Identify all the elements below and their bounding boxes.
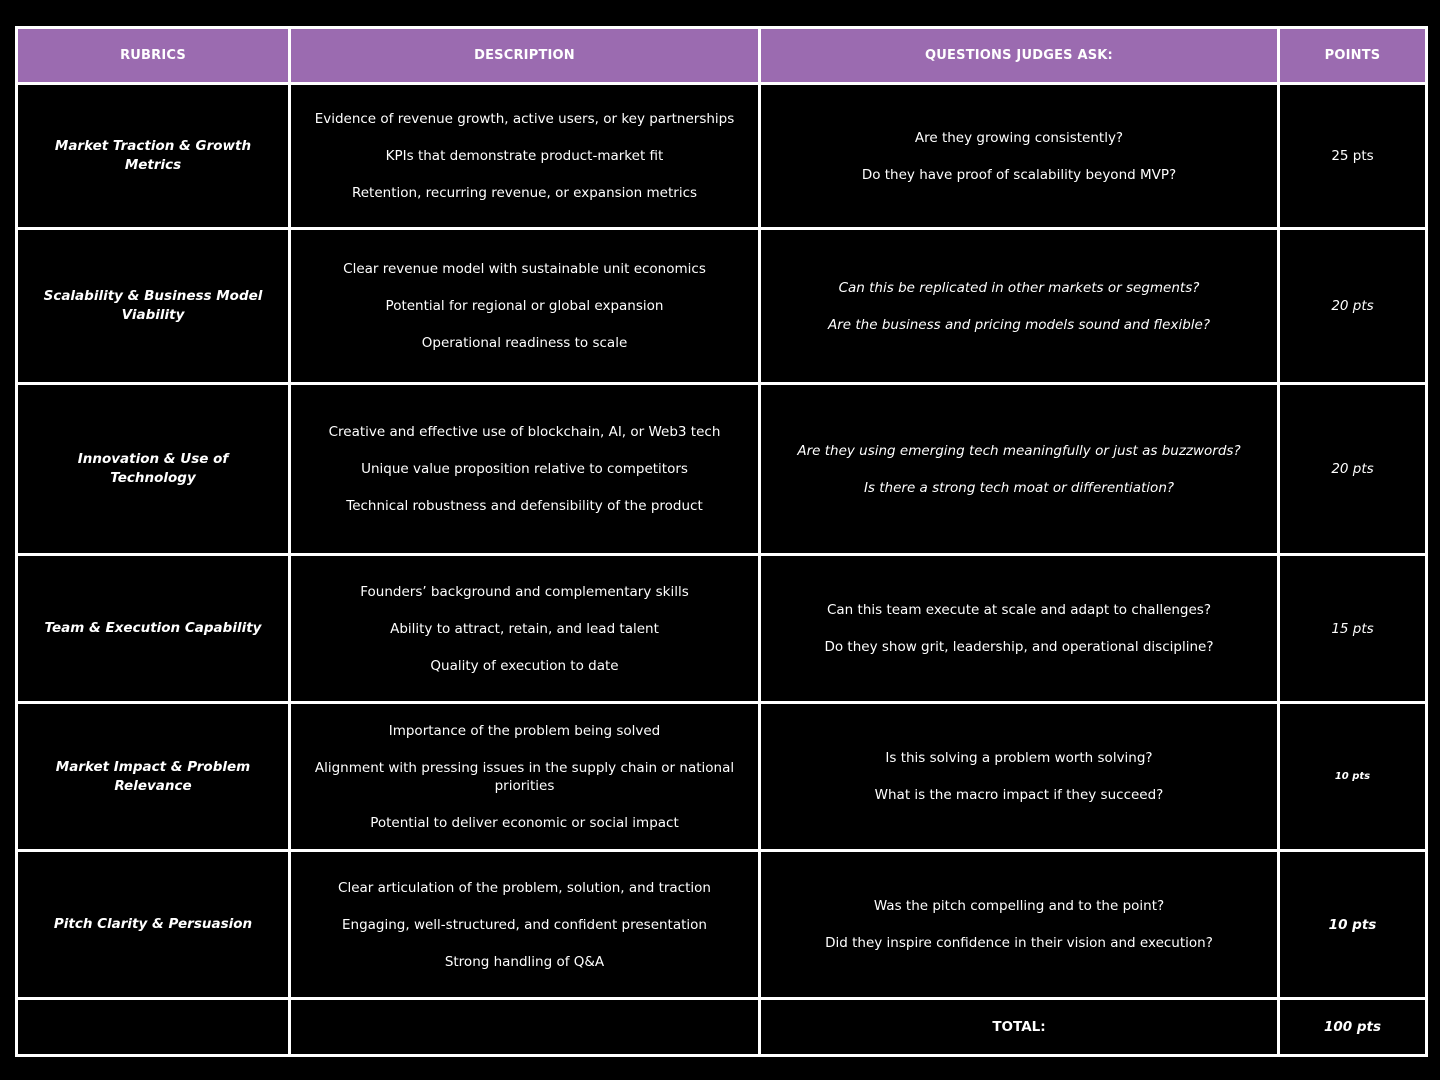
rubric-table-container (15, 26, 1425, 1054)
description-item: Clear revenue model with sustainable unit economics (343, 261, 706, 277)
question-item: Can this be replicated in other markets or segments? (838, 279, 1200, 296)
table-row (17, 84, 1427, 229)
rubric-name: Scalability & Business Model Viability (17, 229, 290, 384)
rubric-name: Market Traction & Growth Metrics (17, 84, 290, 229)
description-item: Engaging, well-structured, and confident presentation (342, 916, 707, 933)
question-item: Did they inspire confidence in their vision and execution? (825, 935, 1213, 951)
questions-cell (760, 703, 1279, 851)
questions-cell (760, 384, 1279, 555)
total-empty-cell (17, 999, 290, 1056)
points-cell: 20 pts (1279, 384, 1427, 555)
description-cell (290, 84, 760, 229)
description-cell (290, 229, 760, 384)
description-item: Alignment with pressing issues in the supply chain or national priorities (314, 759, 735, 794)
question-item: Is there a strong tech moat or differentiation? (863, 479, 1175, 496)
total-empty-cell (290, 999, 760, 1056)
table-row (17, 229, 1427, 384)
rubric-name: Market Impact & Problem Relevance (17, 703, 290, 851)
points-cell: 25 pts (1279, 84, 1427, 229)
description-item: Retention, recurring revenue, or expansion metrics (351, 185, 698, 201)
header-questions: QUESTIONS JUDGES ASK: (760, 28, 1279, 84)
description-item: Ability to attract, retain, and lead talent (390, 620, 659, 637)
description-item: Potential to deliver economic or social impact (370, 814, 679, 831)
points-cell: 10 pts (1279, 851, 1427, 999)
question-item: Can this team execute at scale and adapt to challenges? (826, 602, 1212, 618)
description-cell (290, 703, 760, 851)
rubric-name: Team & Execution Capability (17, 555, 290, 703)
points-cell: 20 pts (1279, 229, 1427, 384)
question-item: Are the business and pricing models sound and flexible? (828, 316, 1210, 333)
description-cell (290, 384, 760, 555)
header-points: POINTS (1279, 28, 1427, 84)
rubric-name: Innovation & Use of Technology (17, 384, 290, 555)
description-item: Unique value proposition relative to competitors (361, 461, 688, 477)
question-item: Was the pitch compelling and to the point? (873, 898, 1165, 914)
questions-cell (760, 229, 1279, 384)
description-item: Quality of execution to date (430, 657, 619, 674)
description-cell (290, 555, 760, 703)
rubric-name: Pitch Clarity & Persuasion (17, 851, 290, 999)
question-item: What is the macro impact if they succeed? (874, 787, 1164, 803)
description-item: Founders’ background and complementary skills (360, 583, 689, 600)
questions-cell (760, 84, 1279, 229)
question-item: Do they show grit, leadership, and operational discipline? (824, 639, 1214, 655)
questions-cell (760, 555, 1279, 703)
question-item: Do they have proof of scalability beyond MVP? (861, 166, 1177, 183)
points-cell: 15 pts (1279, 555, 1427, 703)
table-row (17, 703, 1427, 851)
questions-cell (760, 851, 1279, 999)
header-description: DESCRIPTION (290, 28, 760, 84)
question-item: Are they growing consistently? (914, 129, 1124, 146)
question-item: Are they using emerging tech meaningfully or just as buzzwords? (797, 442, 1241, 459)
description-item: Potential for regional or global expansion (385, 298, 664, 314)
total-label: TOTAL: (760, 999, 1279, 1056)
description-item: Importance of the problem being solved (388, 722, 661, 739)
description-item: Creative and effective use of blockchain, AI, or Web3 tech (328, 424, 721, 440)
description-item: Clear articulation of the problem, solution, and traction (338, 879, 711, 896)
description-cell (290, 851, 760, 999)
header-rubrics: RUBRICS (17, 28, 290, 84)
judging-rubric-table (15, 26, 1428, 1057)
table-row (17, 384, 1427, 555)
points-cell: 10 pts (1279, 703, 1427, 851)
description-item: Technical robustness and defensibility of the product (346, 498, 703, 514)
table-row (17, 851, 1427, 999)
table-row (17, 555, 1427, 703)
total-row (17, 999, 1427, 1056)
description-item: Strong handling of Q&A (444, 953, 605, 970)
question-item: Is this solving a problem worth solving? (885, 750, 1153, 766)
header-row (17, 28, 1427, 84)
description-item: KPIs that demonstrate product-market fit (385, 148, 664, 164)
total-value: 100 pts (1279, 999, 1427, 1056)
description-item: Evidence of revenue growth, active users, or key partnerships (314, 111, 735, 127)
description-item: Operational readiness to scale (421, 335, 628, 351)
